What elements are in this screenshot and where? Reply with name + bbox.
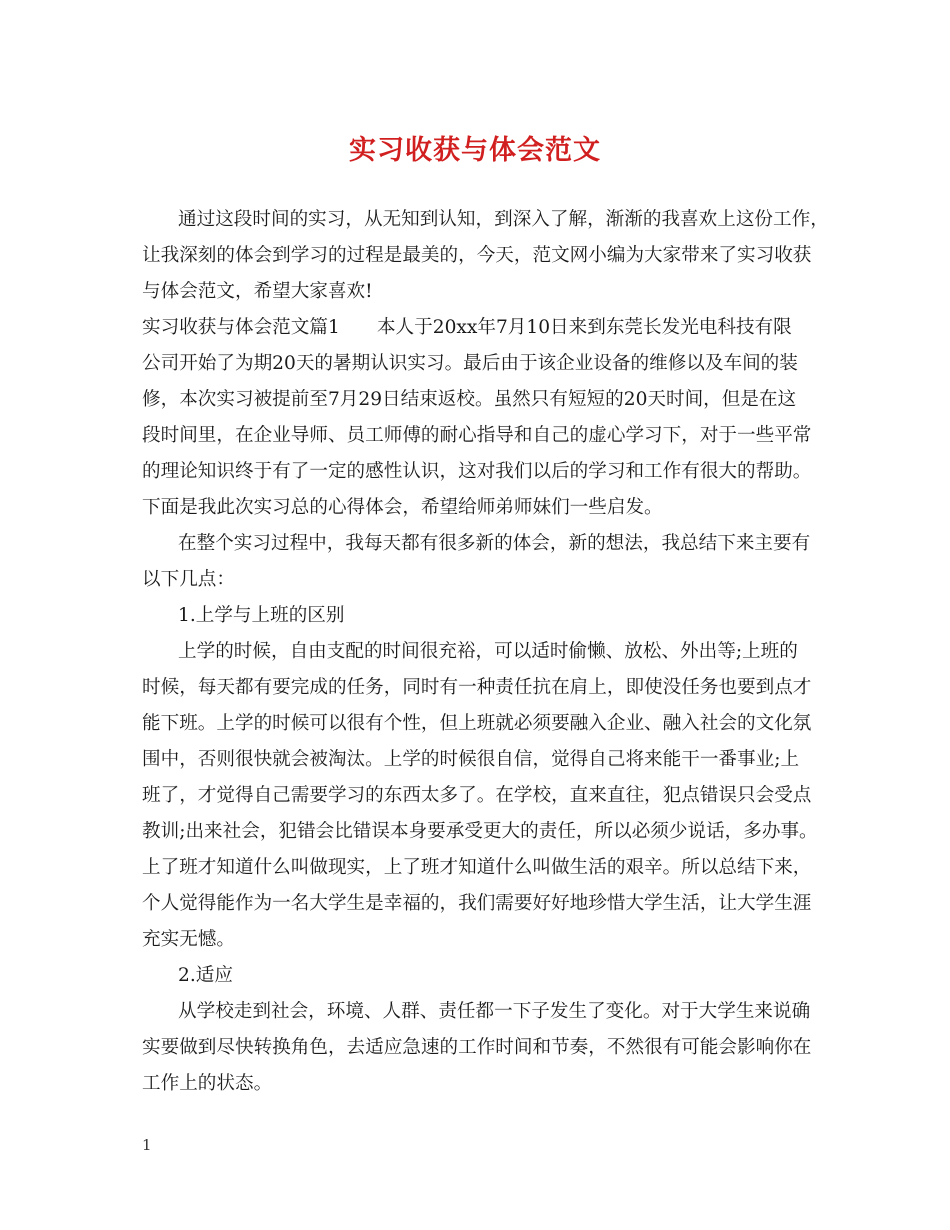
paragraph-line: 班了，才觉得自己需要学习的东西太多了。在学校，直来直往，犯点错误只会受点 <box>142 785 812 806</box>
paragraph-line: 充实无憾。 <box>142 929 235 950</box>
paragraph-line: 个人觉得能作为一名大学生是幸福的，我们需要好好地珍惜大学生活，让大学生涯 <box>142 893 812 914</box>
paragraph-line: 围中，否则很快就会被淘汰。上学的时候很自信，觉得自己将来能干一番事业;上 <box>142 749 800 770</box>
paragraph-line: 与体会范文，希望大家喜欢! <box>142 281 373 302</box>
document-title: 实习收获与体会范文 <box>349 135 601 166</box>
paragraph-line: 以下几点： <box>142 569 235 590</box>
paragraph-line: 工作上的状态。 <box>142 1073 273 1094</box>
paragraph-line: 段时间里，在企业导师、员工师傅的耐心指导和自己的虚心学习下，对于一些平常 <box>142 425 812 446</box>
paragraph-line: 能下班。上学的时候可以很有个性，但上班就必须要融入企业、融入社会的文化氛 <box>142 713 812 734</box>
paragraph-line: 实习收获与体会范文篇1 本人于20xx年7月10日来到东莞长发光电科技有限 <box>142 317 792 338</box>
paragraph-line: 通过这段时间的实习，从无知到认知，到深入了解，渐渐的我喜欢上这份工作， <box>178 209 829 230</box>
paragraph-line: 在整个实习过程中，我每天都有很多新的体会，新的想法，我总结下来主要有 <box>178 533 811 554</box>
paragraph-line: 让我深刻的体会到学习的过程是最美的，今天，范文网小编为大家带来了实习收获 <box>142 245 812 266</box>
paragraph-line: 上了班才知道什么叫做现实，上了班才知道什么叫做生活的艰辛。所以总结下来， <box>142 857 812 878</box>
paragraph-line: 公司开始了为期20天的暑期认识实习。最后由于该企业设备的维修以及车间的装 <box>142 353 798 374</box>
paragraph-line: 从学校走到社会，环境、人群、责任都一下子发生了变化。对于大学生来说确 <box>178 1001 811 1022</box>
paragraph-line: 下面是我此次实习总的心得体会，希望给师弟师妹们一些启发。 <box>142 497 663 518</box>
paragraph-line: 实要做到尽快转换角色，去适应急速的工作时间和节奏，不然很有可能会影响你在 <box>142 1037 812 1058</box>
section-heading: 1.上学与上班的区别 <box>178 605 345 626</box>
paragraph-line: 上学的时候，自由支配的时间很充裕，可以适时偷懒、放松、外出等;上班的 <box>178 641 798 662</box>
page-number: 1 <box>142 1136 152 1154</box>
paragraph-line: 的理论知识终于有了一定的感性认识，这对我们以后的学习和工作有很大的帮助。 <box>142 461 812 482</box>
paragraph-line: 修，本次实习被提前至7月29日结束返校。虽然只有短短的20天时间，但是在这 <box>142 389 797 410</box>
paragraph-line: 教训;出来社会，犯错会比错误本身要承受更大的责任，所以必须少说话，多办事。 <box>142 821 818 842</box>
paragraph-line: 时候，每天都有要完成的任务，同时有一种责任抗在肩上，即使没任务也要到点才 <box>142 677 812 698</box>
section-heading: 2.适应 <box>178 965 233 986</box>
